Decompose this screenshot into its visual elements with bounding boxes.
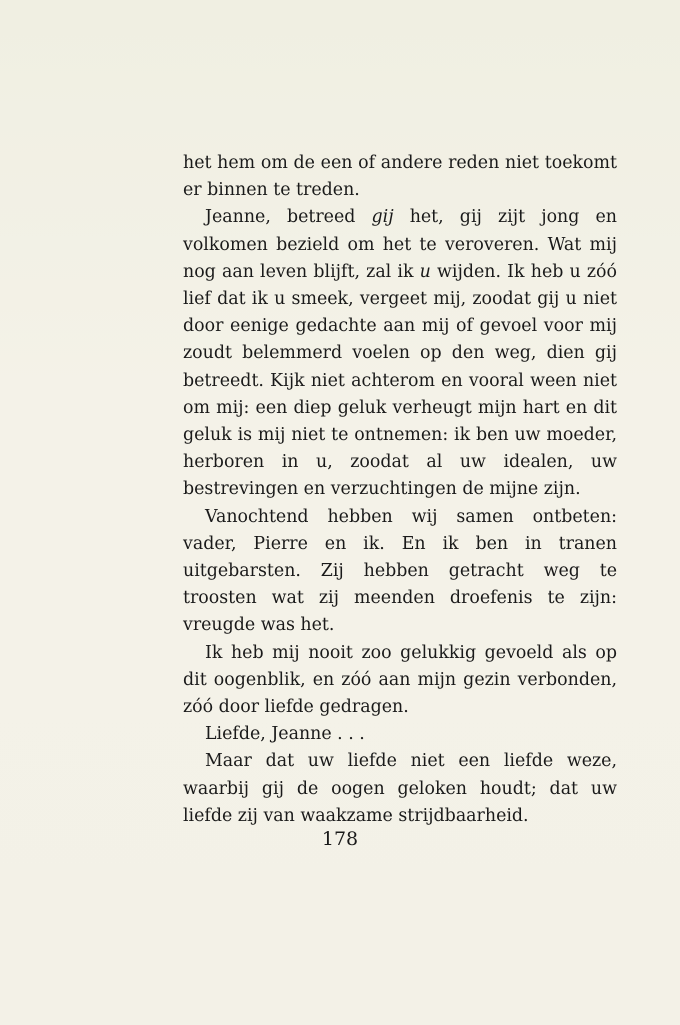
paragraph-p6 (183, 748, 617, 830)
paragraph-p4 (183, 640, 617, 722)
text-run: Vanochtend hebben wij samen ontbeten: vader, Pierre en ik. En ik ben in tranen uitgebarsten. Zij hebben getracht weg te troosten wat zij meenden droefenis te zijn: vreugde was het. (183, 506, 617, 636)
page-number: 178 (321, 828, 359, 850)
paragraph-p3 (183, 504, 617, 640)
paragraph-p2 (183, 204, 617, 503)
italic-text: u (419, 261, 431, 282)
text-run: het, gij zijt jong en volkomen bezield om het te veroveren. Wat mij nog aan leven blijft, zal ik (183, 207, 617, 282)
paragraph-p5 (183, 721, 617, 748)
text-run: Jeanne, betreed (205, 207, 372, 228)
paragraph-p1 (183, 150, 617, 204)
text-run: het hem om de een of andere reden niet toekomt er binnen te treden. (183, 153, 617, 201)
text-run: Liefde, Jeanne . . . (205, 724, 365, 745)
text-run: Maar dat uw liefde niet een liefde weze, waarbij gij de oogen geloken houdt; dat uw liefde zij van waakzame strijdbaarheid. (183, 751, 617, 826)
text-run: wijden. Ik heb u zóó lief dat ik u smeek, vergeet mij, zoodat gij u niet door eenige gedachte aan mij of gevoel voor mij zoudt belemmerd voelen op den weg, dien gij betreedt. Kijk niet achterom en vooral ween niet om mij: een diep geluk verheugt mijn hart en dit geluk is mij niet te ontnemen: ik ben uw moeder, herboren in u, zoodat al uw idealen, uw bestrevingen en verzuchtingen de mijne zijn. (183, 261, 618, 500)
text-run: Ik heb mij nooit zoo gelukkig gevoeld als op dit oogenblik, en zóó aan mijn gezin verbonden, zóó door liefde gedragen. (183, 642, 617, 718)
body-text (183, 150, 617, 830)
italic-text: gij (371, 207, 394, 228)
